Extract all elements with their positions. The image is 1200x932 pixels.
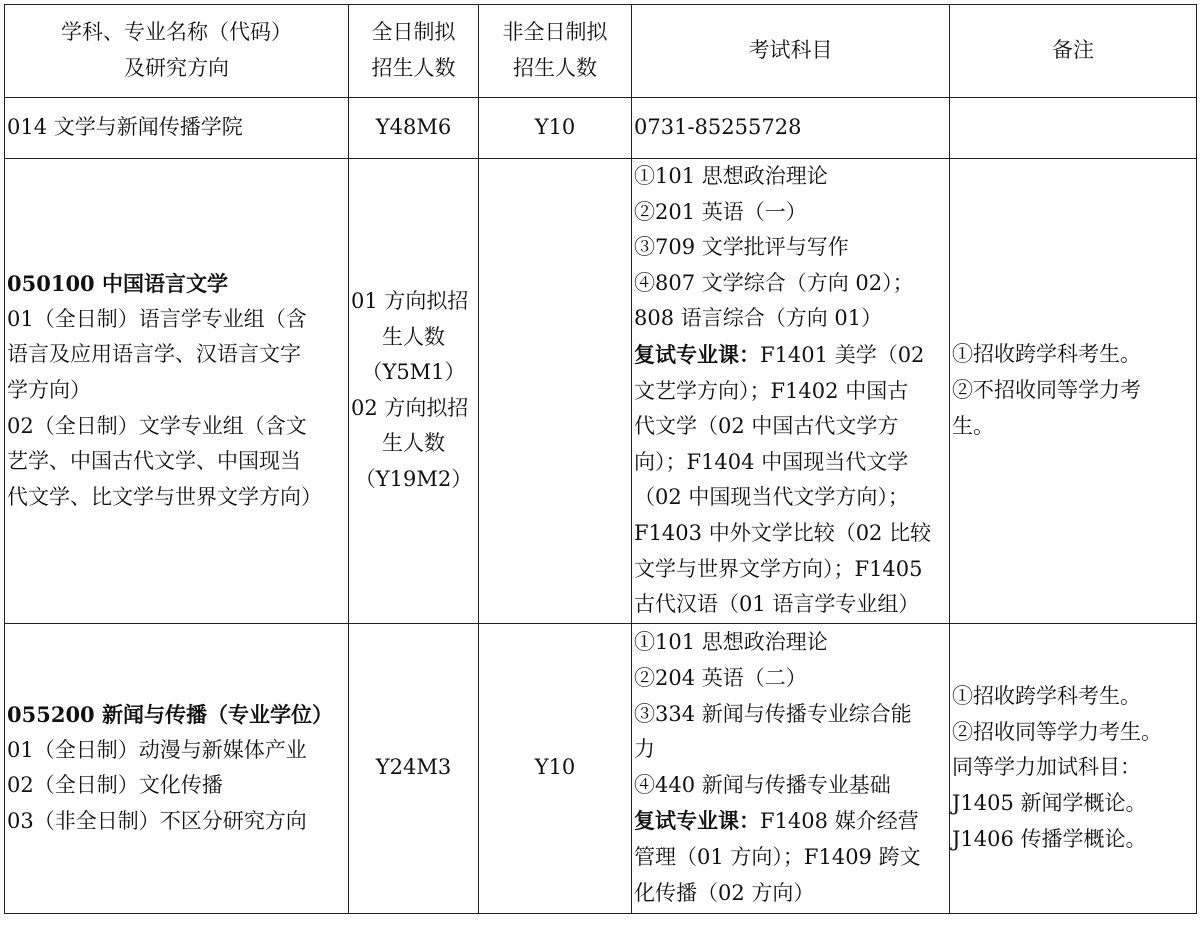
header-notes: 备注 (950, 5, 1197, 98)
exam-line: ③334 新闻与传播专业综合能 (634, 701, 912, 726)
exam-line: ③709 文学批评与写作 (634, 235, 849, 260)
retest-label: 复试专业课： (634, 341, 760, 367)
note-line: J1405 新闻学概论。 (952, 791, 1147, 816)
major-line: 03（非全日制）不区分研究方向 (7, 808, 307, 833)
retest-label: 复试专业课： (634, 808, 760, 834)
note-line: 同等学力加试科目： (952, 755, 1141, 780)
table-row (5, 623, 1197, 913)
retest-line: 管理（01 方向）；F1409 跨文 (634, 844, 921, 869)
retest-line: （02 中国现当代文学方向）； (634, 485, 909, 510)
major-line: 01（全日制）语言学专业组（含 (7, 306, 307, 331)
exam-line: ②201 英语（一） (634, 199, 807, 224)
major-cell (5, 159, 349, 624)
header-fulltime-line: 招生人数 (371, 56, 456, 80)
exam-line: 808 语言综合（方向 01） (634, 306, 883, 331)
retest-text: F1408 媒介经营 (760, 809, 919, 834)
major-line: 02（全日制）文化传播 (7, 773, 223, 798)
exam-line: ②204 英语（二） (634, 665, 807, 690)
exam-line: ①101 思想政治理论 (634, 630, 828, 655)
retest-line: 文艺学方向）；F1402 中国古 (634, 378, 909, 403)
header-exam-subjects: 考试科目 (632, 5, 950, 98)
notes-cell (950, 623, 1197, 913)
major-line: 02（全日制）文学专业组（含文 (7, 413, 307, 438)
note-line: ②招收同等学力考生。 (952, 719, 1162, 744)
quota-line: （Y5M1） (361, 360, 466, 385)
quota-line: （Y19M2） (354, 467, 473, 492)
table-header-row (5, 5, 1197, 98)
retest-text: F1401 美学（02 (760, 342, 925, 367)
college-name: 014 文学与新闻传播学院 (5, 98, 349, 159)
note-line: ①招收跨学科考生。 (952, 684, 1141, 709)
note-line: 生。 (952, 413, 994, 438)
exam-line: 力 (634, 737, 655, 762)
header-parttime-line: 非全日制拟 (502, 20, 608, 45)
parttime-quota-cell (479, 159, 632, 624)
exam-line: ④807 文学综合（方向 02）； (634, 270, 914, 295)
major-line: 学方向） (7, 378, 91, 403)
admissions-table (4, 4, 1197, 914)
retest-line: F1403 中外文学比较（02 比较 (634, 520, 932, 545)
header-major-line: 学科、专业名称（代码） (61, 20, 292, 45)
exam-subjects-cell (632, 159, 950, 624)
note-line: ①招收跨学科考生。 (952, 342, 1141, 367)
exam-line: ④440 新闻与传播专业基础 (634, 772, 891, 797)
college-note (950, 98, 1197, 159)
major-line: 语言及应用语言学、汉语言文字 (7, 342, 301, 367)
header-major-line: 及研究方向 (124, 56, 229, 80)
quota-line: 01 方向拟招 (351, 289, 469, 314)
exam-line: ①101 思想政治理论 (634, 164, 828, 188)
exam-subjects-cell (632, 623, 950, 913)
major-title: 050100 中国语言文学 (7, 271, 228, 297)
retest-line: 代文学（02 中国古代文学方 (634, 414, 899, 439)
college-row (5, 98, 1197, 159)
note-line: J1406 传播学概论。 (952, 826, 1147, 851)
notes-cell (950, 159, 1197, 624)
retest-line: 向）；F1404 中国现当代文学 (634, 449, 909, 474)
quota-line: 生人数 (382, 431, 445, 456)
major-line: 艺学、中国古代文学、中国现当 (7, 449, 301, 474)
quota-line: 02 方向拟招 (351, 395, 469, 420)
college-fulltime-quota: Y48M6 (349, 98, 479, 159)
fulltime-quota-cell (349, 159, 479, 624)
major-line: 01（全日制）动漫与新媒体产业 (7, 737, 307, 762)
header-parttime (479, 5, 632, 98)
college-parttime-quota: Y10 (479, 98, 632, 159)
header-major (5, 5, 349, 98)
header-fulltime-line: 全日制拟 (371, 20, 456, 45)
header-parttime-line: 招生人数 (513, 56, 597, 80)
header-fulltime (349, 5, 479, 98)
major-cell (5, 623, 349, 913)
table-row (5, 159, 1197, 624)
retest-first-line (634, 337, 947, 374)
major-title: 055200 新闻与传播（专业学位） (7, 702, 333, 728)
major-line: 代文学、比文学与世界文学方向） (7, 484, 322, 509)
retest-line: 文学与世界文学方向）；F1405 (634, 556, 923, 581)
fulltime-quota-cell: Y24M3 (349, 623, 479, 913)
retest-line: 化传播（02 方向） (634, 880, 815, 905)
parttime-quota-cell: Y10 (479, 623, 632, 913)
retest-first-line (634, 803, 947, 840)
quota-line: 生人数 (382, 324, 445, 349)
note-line: ②不招收同等学力考 (952, 378, 1141, 403)
college-phone: 0731-85255728 (632, 98, 950, 159)
retest-line: 古代汉语（01 语言学专业组） (634, 592, 920, 617)
